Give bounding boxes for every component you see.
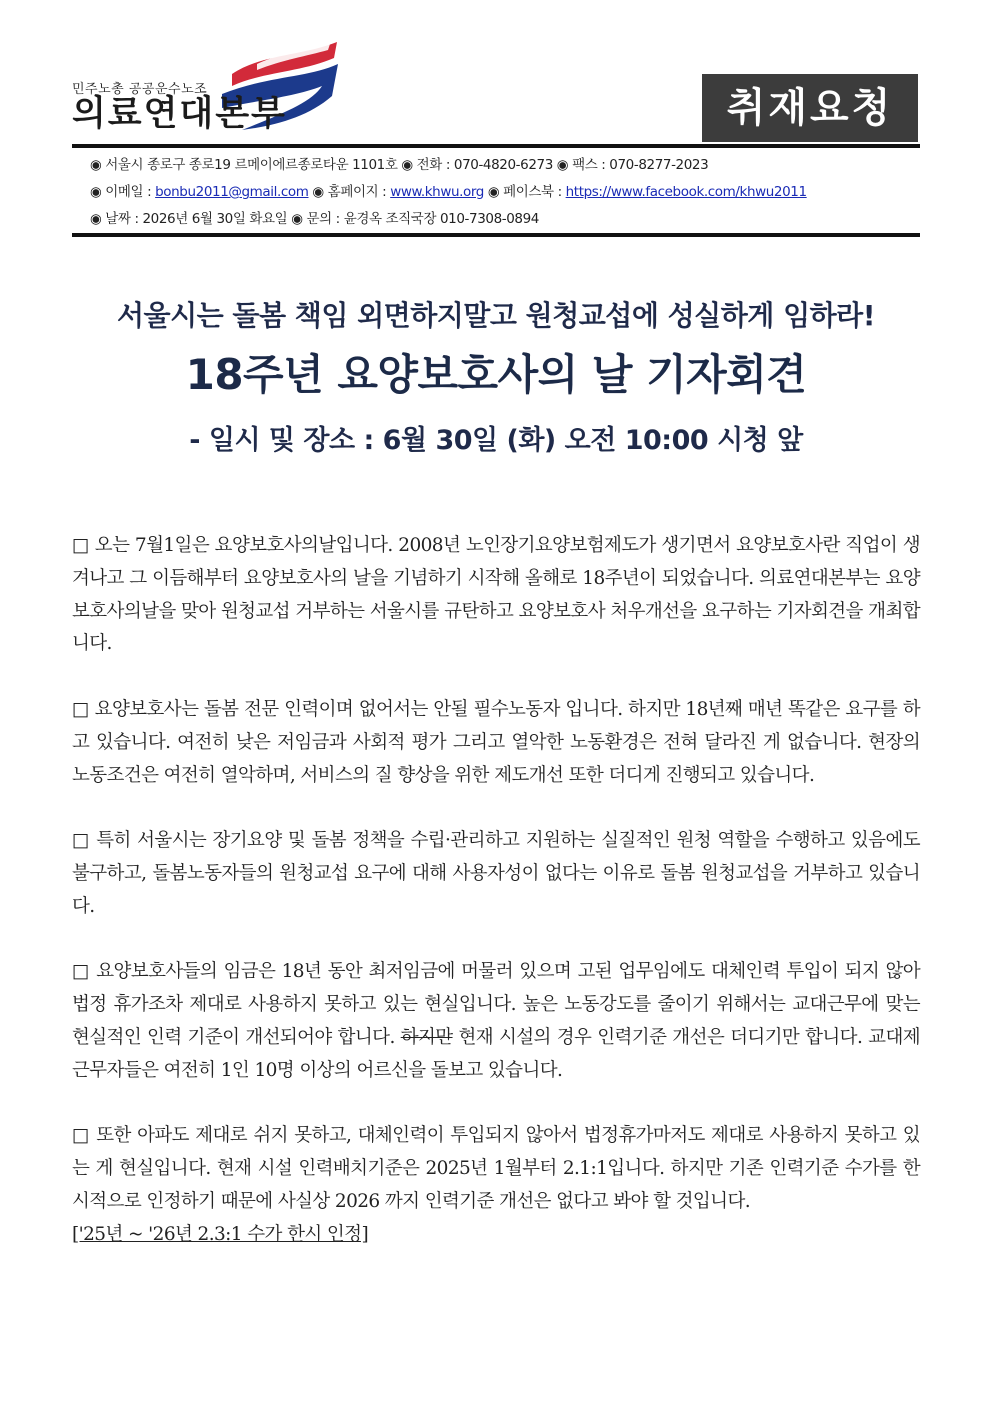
header-divider-bottom xyxy=(72,233,920,237)
document-body xyxy=(72,530,920,1284)
paragraph-2: □ 요양보호사는 돌봄 전문 인력이며 없어서는 안될 필수노동자 입니다. 하지만 18년째 매년 똑같은 요구를 하고 있습니다. 여전히 낮은 저임금과 사회적 평가 그리고 열악한 노동환경은 전혀 달라진 게 없습니다. 현장의 노동조건은 여전히 열악하며, 서비스의 질 향상을 위한 제도개선 또한 더디게 진행되고 있습니다. xyxy=(72,698,920,786)
letterhead xyxy=(72,34,920,146)
contact-date-line: ◉ 날짜 : 2026년 6월 30일 화요일 ◉ 문의 : 윤경옥 조직국장 010-7308-0894 xyxy=(90,211,539,227)
homepage-label: ◉ 홈페이지 : xyxy=(308,184,391,200)
paragraph-4 xyxy=(72,956,920,1087)
contact-info xyxy=(90,152,910,233)
facebook-link[interactable]: https://www.facebook.com/khwu2011 xyxy=(565,184,807,200)
event-time-place: - 일시 및 장소 : 6월 30일 (화) 오전 10:00 시청 앞 xyxy=(189,425,803,456)
facebook-label: ◉ 페이스북 : xyxy=(483,184,566,200)
contact-online-line xyxy=(90,179,910,206)
contact-address-line: ◉ 서울시 종로구 종로19 르메이에르종로타운 1101호 ◉ 전화 : 070-4820-6273 ◉ 팩스 : 070-8277-2023 xyxy=(90,157,709,173)
header-divider-top xyxy=(72,144,920,148)
paragraph-1: □ 오는 7월1일은 요양보호사의날입니다. 2008년 노인장기요양보험제도가 생기면서 요양보호사란 직업이 생겨나고 그 이듬해부터 요양보호사의 날을 기념하기 시작해 올해로 18주년이 되었습니다. 의료연대본부는 요양보호사의날을 맞아 원청교섭 거부하는 서울시를 규탄하고 요양보호사 처우개선을 요구하는 기자회견을 개최합니다. xyxy=(72,535,920,655)
paragraph-5: □ 또한 아파도 제대로 쉬지 못하고, 대체인력이 투입되지 않아서 법정휴가마저도 제대로 사용하지 못하고 있는 게 현실입니다. 현재 시설 인력배치기준은 2025년 1월부터 2.1:1입니다. 하지만 기존 인력기준 수가를 한시적으로 인정하기 때문에 사실상 2026 까지 인력기준 개선은 없다고 봐야 할 것입니다. xyxy=(72,1125,920,1212)
email-label: ◉ 이메일 : xyxy=(90,184,156,200)
subtitle-heading: 서울시는 돌봄 책임 외면하지말고 원청교섭에 성실하게 임하라! xyxy=(116,299,875,332)
email-link[interactable]: bonbu2011@gmail.com xyxy=(155,184,309,200)
org-subtitle: 민주노총 공공운수노조 xyxy=(72,82,208,97)
struck-text: 하지만 xyxy=(400,1026,453,1048)
org-name: 의료연대본부 xyxy=(72,94,287,134)
press-request-badge: 취재요청 xyxy=(702,74,918,142)
paragraph-3: □ 특히 서울시는 장기요양 및 돌봄 정책을 수립·관리하고 지원하는 실질적인 원청 역할을 수행하고 있음에도 불구하고, 돌봄노동자들의 원청교섭 요구에 대해 사용자성이 없다는 이유로 돌봄 원청교섭을 거부하고 있습니다. xyxy=(72,830,920,917)
paragraph-4-text-b: 현재 시설의 경우 인력기준 개선은 더디기만 합니다. 교대제 근무자들은 여전히 1인 10명 이상의 어르신을 돌보고 있습니다. xyxy=(72,1026,920,1081)
staffing-note: ['25년 ~ '26년 2.3:1 수가 한시 인정] xyxy=(72,1223,369,1245)
main-title: 18주년 요양보호사의 날 기자회견 xyxy=(185,350,807,399)
homepage-link[interactable]: www.khwu.org xyxy=(390,184,484,200)
paragraph-4-text-a: □ 요양보호사들의 임금은 18년 동안 최저임금에 머물러 있으며 고된 업무임에도 대체인력 투입이 되지 않아 법정 휴가조차 제대로 사용하지 못하고 있는 현실입니다. 높은 노동강도를 줄이기 위해서는 교대근무에 맞는 현실적인 인력 기준이 개선되어야 합니다. xyxy=(72,961,920,1048)
